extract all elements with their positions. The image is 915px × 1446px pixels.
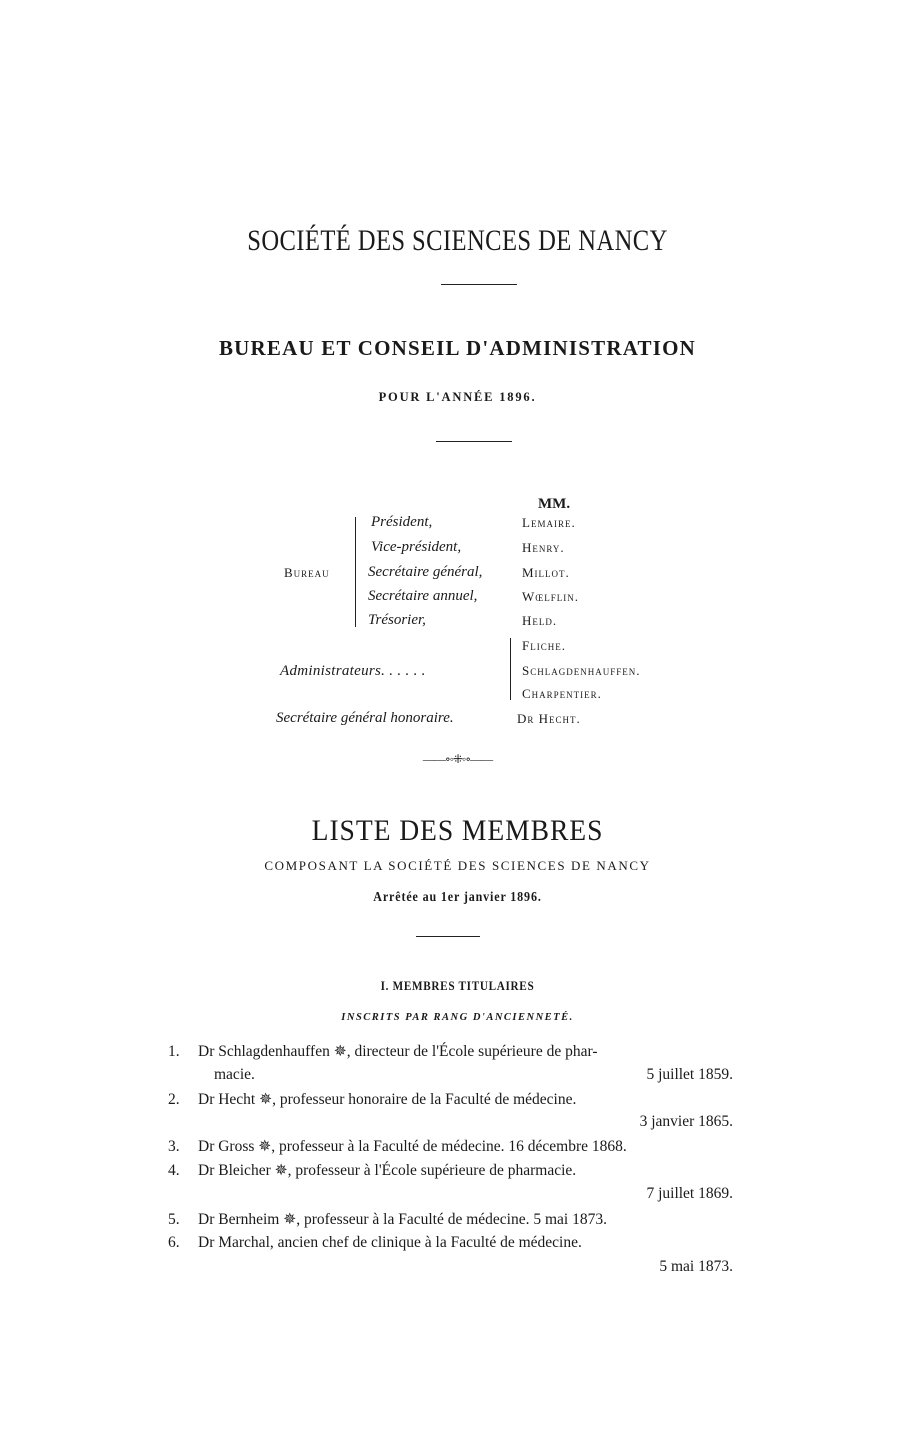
bureau-label: Bureau <box>284 565 330 580</box>
administrator-name: Schlagdenhauffen. <box>522 663 641 678</box>
member-number: 6. <box>168 1234 180 1251</box>
list-title: LISTE DES MEMBRES <box>311 814 604 847</box>
list-subtitle: COMPOSANT LA SOCIÉTÉ DES SCIENCES DE NANCY <box>264 858 651 873</box>
member-date: 3 janvier 1865. <box>639 1113 733 1130</box>
administrator-name: Fliche. <box>522 638 566 653</box>
officer-name: Lemaire. <box>522 515 576 530</box>
divider-rule <box>416 936 480 937</box>
ornament-divider: ——∘◦⁜◦∘—— <box>422 752 493 766</box>
officer-role: Secrétaire général, <box>368 564 483 580</box>
member-entry <box>168 1042 733 1061</box>
member-text: Dr Bernheim ✵, professeur à la Faculté de médecine. 5 mai 1873. <box>198 1211 607 1228</box>
member-number: 1. <box>168 1043 180 1060</box>
member-date: 5 juillet 1859. <box>646 1066 733 1083</box>
member-text: Dr Marchal, ancien chef de clinique à la Faculté de médecine. <box>198 1234 582 1251</box>
officer-role: Trésorier, <box>368 612 426 628</box>
honorary-name: Dr Hecht. <box>517 711 581 726</box>
officer-role: Secrétaire annuel, <box>368 588 478 604</box>
member-number: 3. <box>168 1138 180 1155</box>
officer-name: Henry. <box>522 540 565 555</box>
member-entry-continued <box>168 1066 733 1084</box>
member-entry <box>168 1161 733 1180</box>
mm-label: MM. <box>538 496 571 512</box>
member-entry <box>168 1210 733 1229</box>
member-entry <box>168 1234 733 1252</box>
member-text: Dr Gross ✵, professeur à la Faculté de médecine. 16 décembre 1868. <box>198 1138 627 1155</box>
member-number: 2. <box>168 1091 180 1108</box>
member-number: 4. <box>168 1162 180 1179</box>
member-entry <box>168 1137 733 1156</box>
member-text: Dr Hecht ✵, professeur honoraire de la Faculté de médecine. <box>198 1091 577 1108</box>
member-entry <box>168 1090 733 1109</box>
society-title: SOCIÉTÉ DES SCIENCES DE NANCY <box>247 224 668 257</box>
officer-name: Wœlflin. <box>522 589 580 604</box>
administrator-name: Charpentier. <box>522 686 602 701</box>
administrators-label: Administrateurs. . . . . . <box>280 663 426 679</box>
officer-name: Held. <box>522 613 558 628</box>
member-text: Dr Schlagdenhauffen ✵, directeur de l'École supérieure de phar- <box>198 1043 598 1060</box>
section-title: I. MEMBRES TITULAIRES <box>380 978 535 993</box>
year-line: POUR L'ANNÉE 1896. <box>378 390 537 404</box>
honorary-label: Secrétaire général honoraire. <box>276 710 454 726</box>
bureau-heading: BUREAU ET CONSEIL D'ADMINISTRATION <box>218 336 697 360</box>
officer-name: Millot. <box>522 565 570 580</box>
divider-rule <box>436 441 512 442</box>
officer-role: Président, <box>371 514 433 530</box>
member-date: 7 juillet 1869. <box>646 1185 733 1202</box>
list-date-line: Arrêtée au 1er janvier 1896. <box>373 890 542 905</box>
section-subtitle: INSCRITS PAR RANG D'ANCIENNETÉ. <box>341 1012 574 1023</box>
member-number: 5. <box>168 1211 180 1228</box>
member-text: Dr Bleicher ✵, professeur à l'École supérieure de pharmacie. <box>198 1162 577 1179</box>
officer-role: Vice-président, <box>371 539 462 555</box>
bureau-brace <box>355 517 364 627</box>
member-text-continued: macie. <box>214 1066 255 1083</box>
member-date: 5 mai 1873. <box>659 1258 733 1275</box>
admin-brace <box>510 638 519 700</box>
divider-rule <box>441 284 517 285</box>
